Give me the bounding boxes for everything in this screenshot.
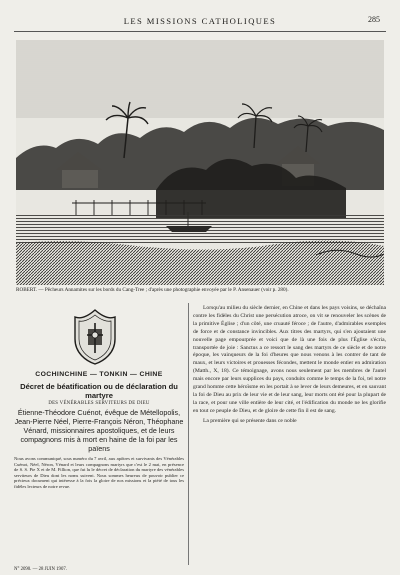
region-heading: COCHINCHINE — TONKIN — CHINE xyxy=(35,371,163,378)
page-number: 285 xyxy=(368,15,380,24)
running-header: LES MISSIONS CATHOLIQUES xyxy=(123,16,277,26)
decree-names: Étienne-Théodore Cuénot, évêque de Métellopolis, Jean-Pierre Néel, Pierre-François Néron, Théophane Vénard, missionnaires apostoliques, et de leurs compagnons mis à mort en haine de la foi par les païens xyxy=(14,408,184,453)
coat-of-arms-icon xyxy=(72,309,118,365)
header-rule xyxy=(14,31,386,32)
body-paragraph: Lorsqu'au milieu du siècle dernier, en Chine et dans les pays voisins, se déchaîna contre les fidèles du Christ une persécution atroce, on vit se renouveler les scènes de la primitive Église ; d'un côté, une cruauté féroce ; de l'autre, d'admirables exemples de force et de constance invincibles. Aux titres des martyrs, qui s'en ajoutaient une nouvelle page empourprée et voici que de là une fois de plus l'Église s'écria, transportée de joie : Sanctus a ce ressort le sang des martyrs de ce siècle et de notre époque, les vainqueurs de la foi d'heures que nous venons à les contrer de tant de maux, et leurs victoires et prouesses fécondes, mettent le monde entier en admiration (Matth., X, 18). Ce témoignage, avons nous seulement par les membres de l'autel mais encore par leurs supplices du pays, conduits comme le temps de la foi, tel notre grand homme cette héroïsme en les portait à se lever de leurs demeures, et en sauvant la foi de Dieu au prix de leur vie et de leur sang, leur morts ont été pour la plupart de la race, et pour une ville entière de leur cité, et l'édification du monde ne les glorifie en tout ce peuple de Dieu, et de gloire de cette fin il est de sang. xyxy=(193,305,386,414)
issue-footer: N° 2090. — 28 JUIN 1907. xyxy=(14,567,67,572)
column-rule xyxy=(188,303,189,565)
engraving-illustration xyxy=(16,40,384,285)
boat-icon xyxy=(166,226,212,232)
decree-intro-text: Nous avons communiqué, sous numéro du 7 avril, aux apôtres et survivants des Vénérables Cuénot, Néel, Néron, Vénard et leurs compagnons martyrs que c'est le 2 mai, en présence de S. S. Pie X et de M. Fillion, que fut lu le décret de déclaration du martyre des vénérables serviteurs de Dieu dont les noms suivent. Nous sommes heureux de pouvoir publier ce précieux document qui intéresse à la fois la gloire de nos missions et la piété de tous les fidèles lecteurs de notre revue. xyxy=(14,456,184,489)
figure-caption: ROBERT. — Pêcheurs Annamites sur les bords du Cang-Tree ; d'après une photographie envoyée par le P. Ansenauer (voir p. 280). xyxy=(16,287,289,293)
body-paragraph: La première qui se présente dans ce noble xyxy=(203,417,297,424)
sky-hatching xyxy=(16,40,384,118)
decree-title: Décret de béatification ou de déclaration du martyre xyxy=(20,382,178,400)
body-column xyxy=(193,305,386,426)
decree-column xyxy=(14,371,184,490)
decree-subtitle: DES VÉNÉRABLES SERVITEURS DE DIEU xyxy=(48,401,150,406)
